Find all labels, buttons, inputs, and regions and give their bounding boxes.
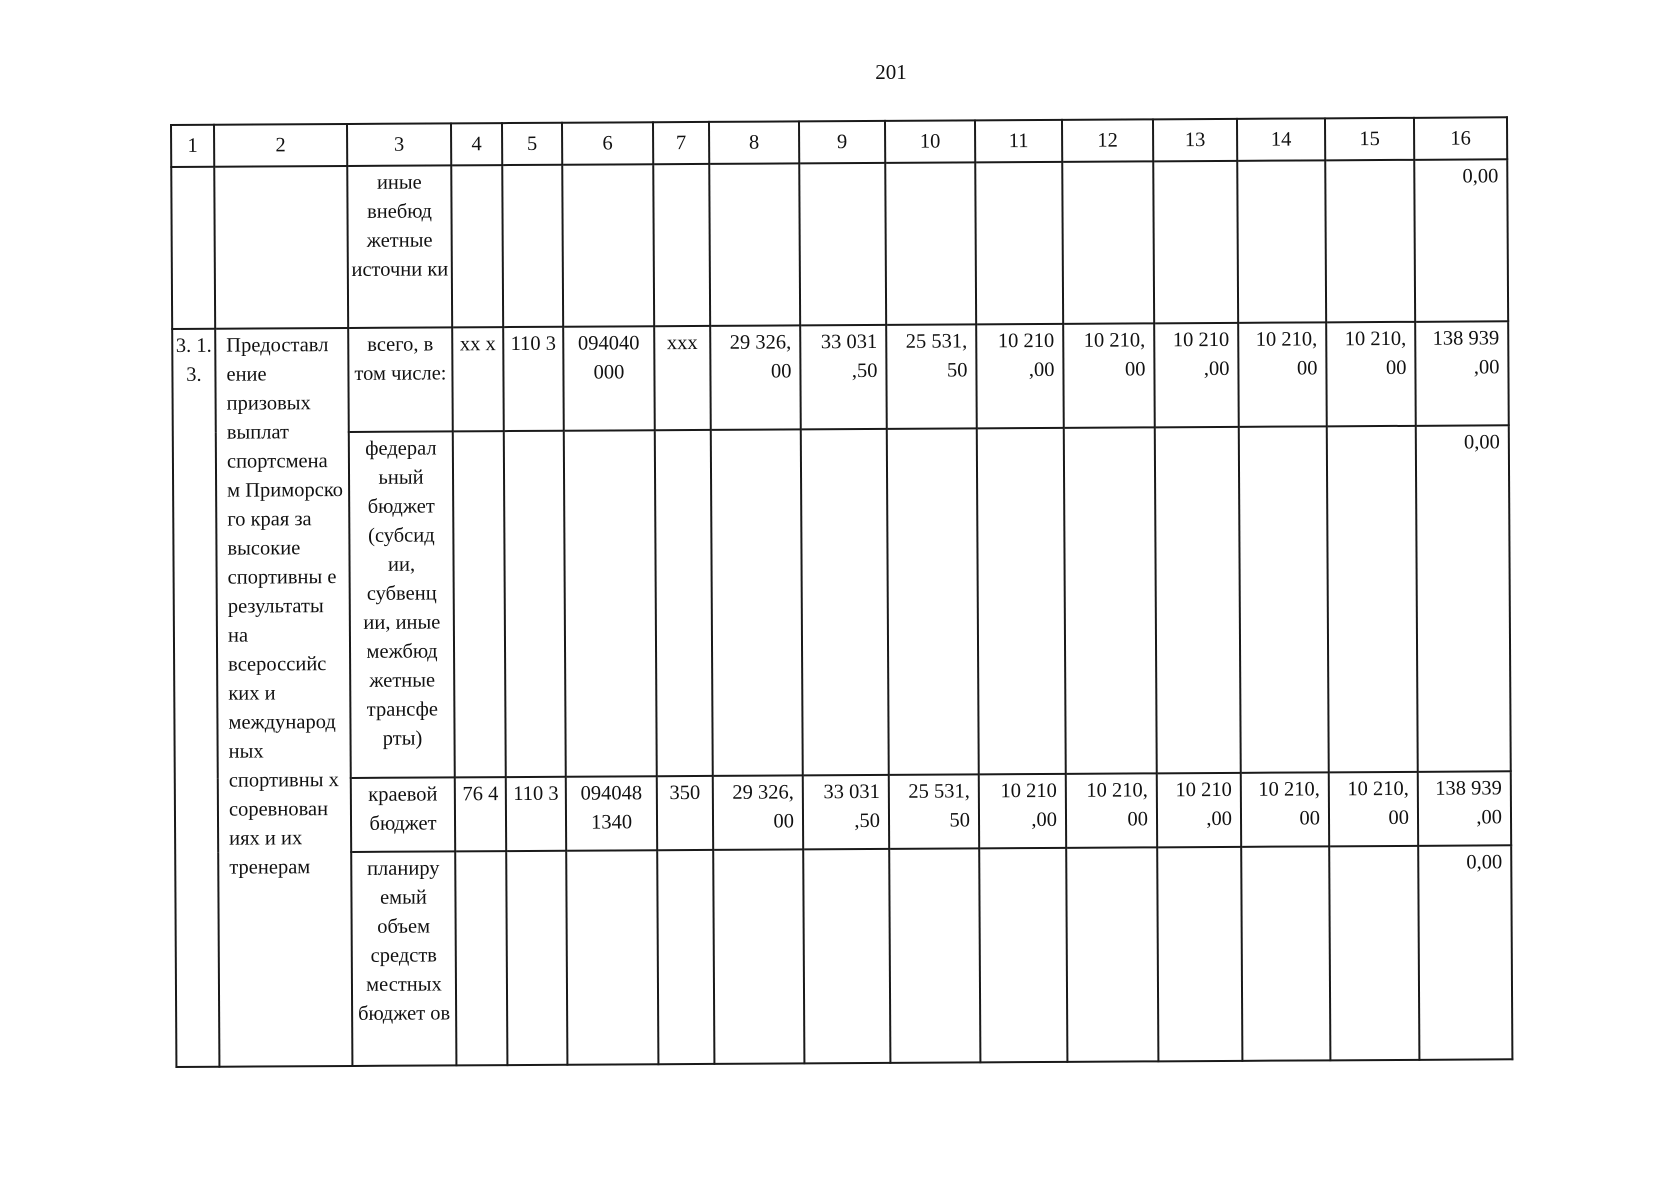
empty-cell xyxy=(977,428,1066,774)
total-value-cell: 0,00 xyxy=(1418,845,1512,1060)
empty-cell xyxy=(1062,161,1154,324)
empty-cell xyxy=(1325,160,1415,323)
total-value-cell: 0,00 xyxy=(1414,159,1508,322)
budget-table-sheet xyxy=(170,116,1513,1068)
empty-cell xyxy=(504,431,566,777)
empty-cell xyxy=(1239,426,1329,773)
empty-cell xyxy=(453,431,506,777)
code-cell: xxx xyxy=(654,326,711,430)
header-cell: 9 xyxy=(799,121,885,163)
header-cell: 15 xyxy=(1325,118,1414,161)
code-cell: 76 4 xyxy=(455,777,506,851)
empty-cell xyxy=(655,430,713,776)
value-cell: 10 210 ,00 xyxy=(1157,773,1241,847)
header-cell: 6 xyxy=(562,122,653,165)
header-cell: 11 xyxy=(975,120,1062,163)
empty-cell xyxy=(1241,846,1330,1061)
empty-cell xyxy=(502,165,563,327)
funding-source-cell: федерал ьный бюджет (субсид ии, субвенц ии, иные межбюд жетные трансфе рты) xyxy=(349,431,455,778)
header-cell: 5 xyxy=(502,123,562,165)
funding-source-cell: планиру емый объем средств местных бюджет ов xyxy=(351,851,456,1066)
empty-cell xyxy=(653,164,710,326)
code-cell: xx x xyxy=(452,327,504,431)
header-cell: 14 xyxy=(1237,118,1325,161)
empty-cell xyxy=(979,848,1067,1062)
total-value-cell: 138 939 ,00 xyxy=(1418,771,1511,846)
empty-cell xyxy=(214,166,348,329)
empty-cell xyxy=(562,164,654,327)
empty-cell xyxy=(1155,427,1241,773)
empty-cell xyxy=(455,851,507,1065)
code-cell: 094040 000 xyxy=(563,326,655,431)
empty-cell xyxy=(803,849,890,1063)
page-number: 201 xyxy=(875,60,907,84)
value-cell: 10 210, 00 xyxy=(1066,773,1157,848)
value-cell: 10 210, 00 xyxy=(1238,322,1327,427)
header-cell: 4 xyxy=(451,123,502,165)
empty-cell xyxy=(566,850,658,1065)
code-cell: 110 3 xyxy=(506,777,566,851)
row-item-total xyxy=(172,321,1509,433)
empty-cell xyxy=(1237,160,1326,323)
empty-cell xyxy=(506,851,567,1065)
empty-cell xyxy=(711,429,803,776)
header-cell: 1 xyxy=(171,125,214,167)
value-cell: 33 031 ,50 xyxy=(803,775,889,849)
row-regional-budget xyxy=(175,771,1511,853)
value-cell: 10 210, 00 xyxy=(1329,772,1418,847)
code-cell: 110 3 xyxy=(503,327,564,431)
empty-cell xyxy=(451,165,503,327)
code-cell: 094048 1340 xyxy=(566,776,657,851)
item-number-cell: 3. 1. 3. xyxy=(172,329,219,1067)
empty-cell xyxy=(887,428,979,775)
value-cell: 10 210, 00 xyxy=(1326,322,1416,427)
header-cell: 8 xyxy=(709,121,799,164)
header-cell: 7 xyxy=(653,122,709,164)
value-cell: 25 531, 50 xyxy=(889,774,979,849)
total-value-cell: 138 939 ,00 xyxy=(1415,321,1509,426)
empty-cell xyxy=(171,167,215,329)
empty-cell xyxy=(657,850,714,1064)
empty-cell xyxy=(801,429,889,775)
value-cell: 10 210 ,00 xyxy=(979,774,1066,848)
item-name-cell: Предоставл ение призовых выплат спортсмена м Приморско го края за высокие спортивны е результаты на всероссийс ких и международ ных спортивны х соревнован иях и их тренерам xyxy=(215,328,352,1067)
total-value-cell: 0,00 xyxy=(1416,425,1511,772)
header-cell: 10 xyxy=(885,120,975,163)
header-cell: 2 xyxy=(214,124,347,167)
empty-cell xyxy=(799,163,886,325)
empty-cell xyxy=(564,430,657,777)
empty-cell xyxy=(885,162,976,325)
funding-source-cell: иные внебюд жетные источни ки xyxy=(347,165,452,328)
row-municipal-budgets xyxy=(175,845,1512,1067)
value-cell: 25 531, 50 xyxy=(886,324,977,429)
empty-cell xyxy=(713,849,804,1064)
row-federal-budget xyxy=(173,425,1511,779)
empty-cell xyxy=(709,163,800,326)
row-other-extra-budget-sources xyxy=(171,159,1508,329)
value-cell: 10 210 ,00 xyxy=(976,324,1064,428)
funding-source-cell: краевой бюджет xyxy=(351,777,455,852)
value-cell: 10 210, 00 xyxy=(1063,323,1155,428)
code-cell: 350 xyxy=(657,776,713,850)
header-cell: 16 xyxy=(1414,117,1507,160)
value-cell: 33 031 ,50 xyxy=(800,325,887,429)
empty-cell xyxy=(975,162,1063,324)
empty-cell xyxy=(1329,846,1419,1061)
header-cell: 12 xyxy=(1062,119,1153,162)
empty-cell xyxy=(1064,427,1157,774)
header-cell: 13 xyxy=(1153,119,1237,161)
empty-cell xyxy=(1157,847,1242,1061)
value-cell: 10 210 ,00 xyxy=(1154,323,1239,427)
value-cell: 10 210, 00 xyxy=(1241,772,1329,847)
empty-cell xyxy=(1153,161,1238,323)
budget-table xyxy=(170,116,1513,1068)
header-cell: 3 xyxy=(347,123,451,166)
value-cell: 29 326, 00 xyxy=(713,775,803,850)
funding-source-cell: всего, в том числе: xyxy=(348,327,453,432)
empty-cell xyxy=(1327,426,1418,773)
empty-cell xyxy=(1066,847,1158,1062)
empty-cell xyxy=(889,848,980,1063)
value-cell: 29 326, 00 xyxy=(710,325,801,430)
